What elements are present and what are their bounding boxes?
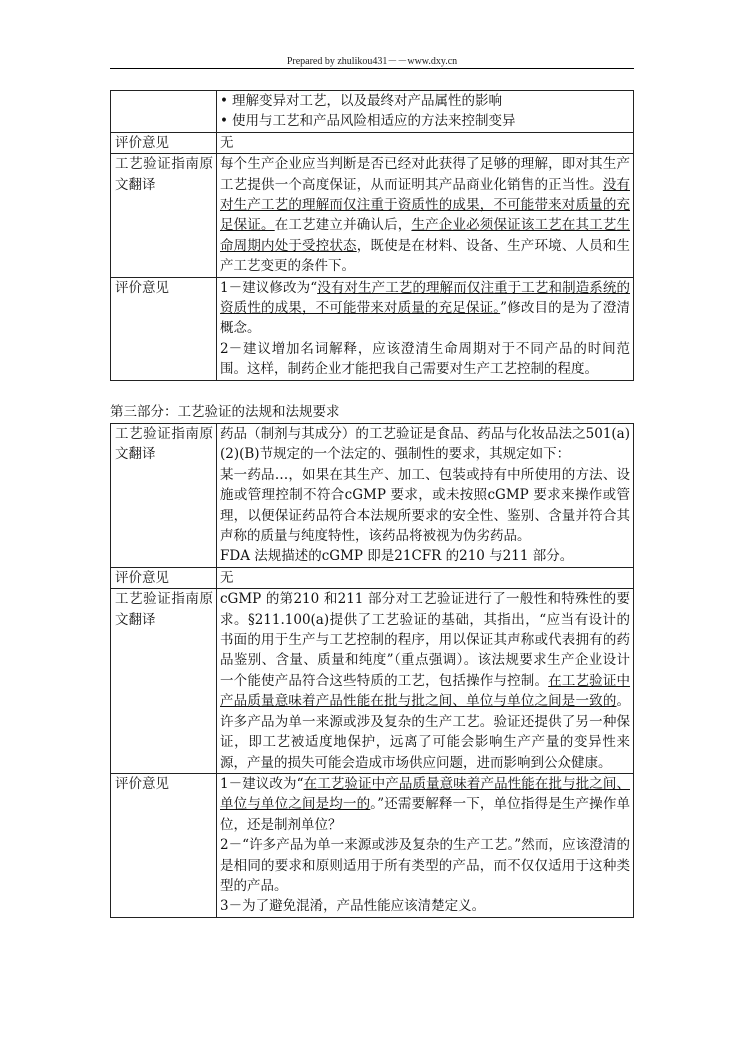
table-row	[111, 567, 634, 588]
table-row	[111, 277, 634, 380]
text-run: 1－建议改为“	[220, 775, 304, 792]
row-label: 评价意见	[111, 277, 217, 380]
text-run: 1－建议修改为“	[220, 279, 318, 296]
translation-text	[217, 154, 634, 277]
text-paragraph: 某一药品…，如果在其生产、加工、包装或持有中所使用的方法、设施或管理控制不符合cGMP 要求，或未按照cGMP 要求来操作或管理，以便保证药品符合本法规所要求的安全性、鉴别、含量并符合其声称的质量与纯度特性，该药品将被视为伪劣药品。	[220, 466, 630, 545]
header-rule	[110, 68, 634, 69]
underlined-text: 在工艺验证中产品质量意味着产品性能在批与批之间、单位与单位之间是均一的	[220, 775, 630, 813]
row-label: 工艺验证指南原文翻译	[111, 589, 217, 774]
translation-text	[217, 589, 634, 774]
comment-paragraph	[220, 278, 630, 339]
text-run: 。”还需要解释一下，单位指得是生产操作单位，还是制剂单位？	[220, 796, 631, 833]
bullet-item: • 理解变异对工艺，以及最终对产品属性的影响	[220, 91, 630, 111]
text-run: 每个生产企业应当判断是否已经对此获得了足够的理解，即对其生产工艺提供一个高度保证，从而证明其产品商业化销售的正当性。	[220, 156, 630, 193]
text-run: ，既使是在材料、设备、生产环境、人员和生产工艺变更的条件下。	[220, 237, 631, 275]
row-label: 评价意见	[111, 567, 217, 588]
comment-paragraph	[220, 774, 630, 835]
table-row	[111, 154, 634, 277]
bullet-cell	[217, 91, 634, 133]
table-row	[111, 91, 634, 133]
text-run: 。许多产品为单一来源或涉及复杂的生产工艺。验证还提供了另一种保证，即工艺被适度地保护，远离了可能会影响生产产量的变异性来源，产量的损失可能会造成市场供应问题，进而影响到公众健康。	[220, 693, 630, 771]
underlined-text: 生产企业必须保证该工艺在其工艺生命周期内处于受控状态	[220, 217, 631, 254]
comment-text	[217, 277, 634, 380]
table-row	[111, 589, 634, 774]
table-row	[111, 132, 634, 153]
page-header: Prepared by zhulikou431－－www.dxy.cn	[286, 56, 458, 67]
comment-paragraph: 2－“许多产品为单一来源或涉及复杂的生产工艺。”然而，应该澄清的是相同的要求和原则适用于所有类型的产品，而不仅仅适用于这种类型的产品。	[220, 837, 630, 894]
section-title: 第三部分：工艺验证的法规和法规要求	[110, 404, 340, 420]
underlined-text: 在工艺验证中产品质量意味着产品性能在批与批之间、单位与单位之间是一致的	[220, 672, 631, 710]
underlined-text: 没有对生产工艺的理解而仅注重于工艺和制造系统的资质性的成果，不可能带来对质量的充足保证。	[220, 279, 631, 317]
comment-paragraph: 2－建议增加名词解释，应该澄清生命周期对于不同产品的时间范围。这样，制药企业才能把我自己需要对生产工艺控制的程度。	[220, 340, 630, 378]
text-paragraph: FDA 法规描述的cGMP 即是21CFR 的210 与211 部分。	[220, 548, 574, 565]
comment-paragraph: 3－为了避免混淆，产品性能应该清楚定义。	[220, 898, 486, 915]
text-run: 在工艺建立并确认后，	[274, 217, 412, 234]
underlined-text: 没有对生产工艺的理解而仅注重于资质性的成果，不可能带来对质量的充足保证。	[220, 176, 631, 234]
translation-text	[217, 424, 634, 568]
text-paragraph: 药品（制剂与其成分）的工艺验证是食品、药品与化妆品法之501(a)(2)(B)节规定的一个法定的、强制性的要求，其规定如下：	[220, 426, 630, 463]
row-value: 无	[217, 567, 634, 588]
row-label: 工艺验证指南原文翻译	[111, 154, 217, 277]
text-run: cGMP 的第210 和211 部分对工艺验证进行了一般性和特殊性的要求。§211.100(a)提供了工艺验证的基础，其指出，“应当有设计的书面的用于生产与工艺控制的程序，用以保证其声称或代表拥有的药品鉴别、含量、质量和纯度”（重点强调）。该法规要求生产企业设计一个能使产品符合这些特质的工艺，包括操作与控制。	[220, 591, 630, 689]
row-label: 工艺验证指南原文翻译	[111, 424, 217, 568]
table-row	[111, 773, 634, 917]
text-run: ”修改目的是为了澄清概念。	[220, 300, 630, 337]
review-table-2	[110, 423, 634, 918]
bullet-item: • 使用与工艺和产品风险相适应的方法来控制变异	[220, 111, 630, 131]
table-row	[111, 424, 634, 568]
review-table-1	[110, 90, 634, 381]
comment-text	[217, 773, 634, 917]
row-label: 评价意见	[111, 132, 217, 153]
row-value: 无	[217, 132, 634, 153]
row-label-empty	[111, 91, 217, 133]
row-label: 评价意见	[111, 773, 217, 917]
